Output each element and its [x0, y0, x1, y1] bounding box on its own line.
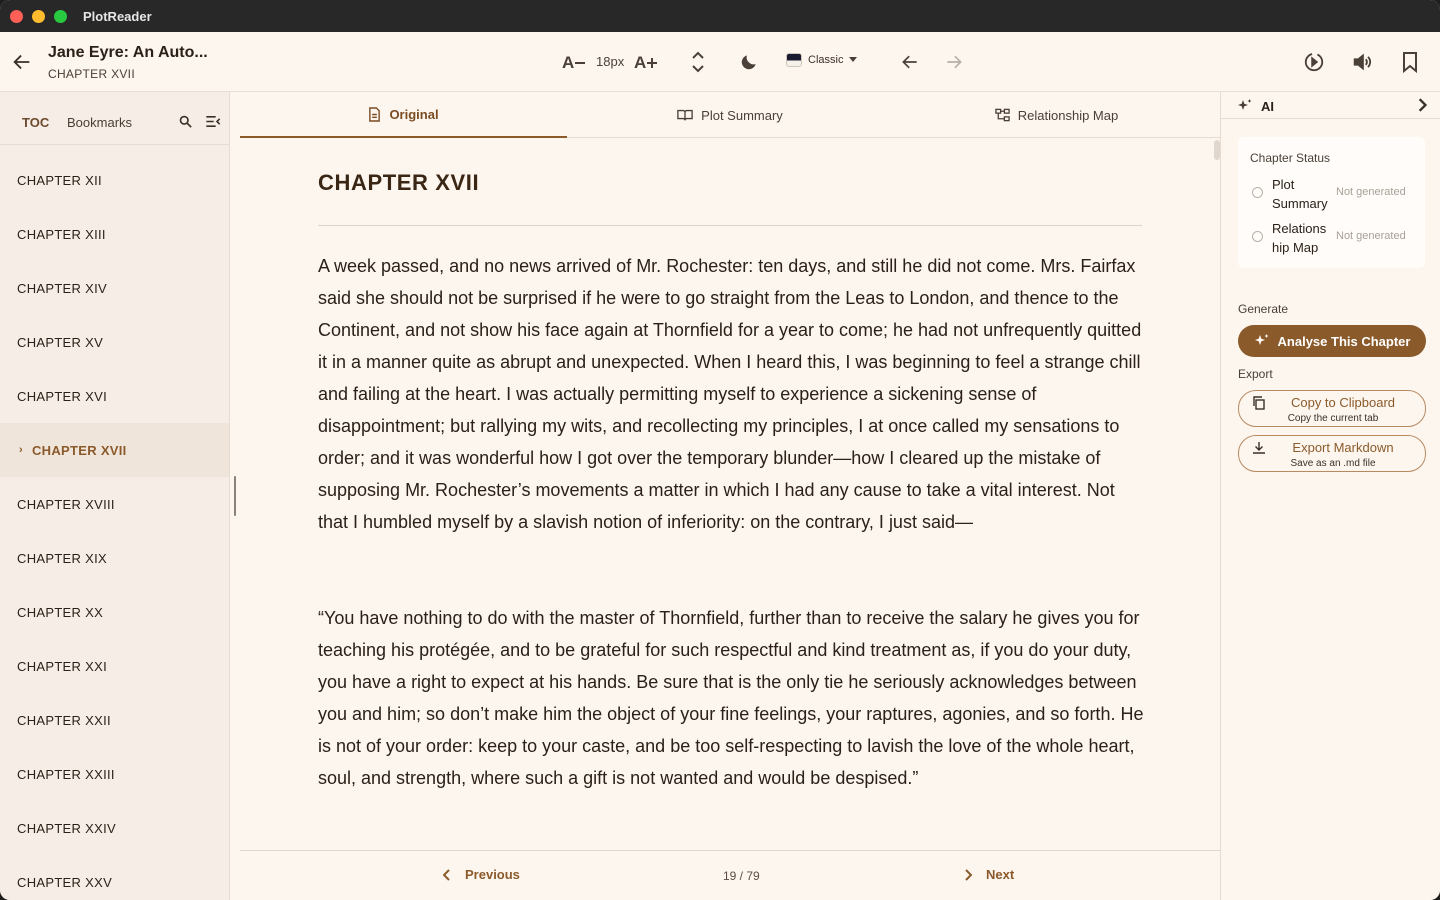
chapter-item[interactable] [0, 261, 229, 315]
book-open-icon [677, 108, 693, 122]
title-bar [0, 0, 1440, 32]
chapter-item-label: CHAPTER XXIII [17, 766, 115, 782]
export-section-label: Export [1238, 367, 1273, 381]
status-indicator [1252, 187, 1263, 198]
ai-panel-header [1221, 92, 1440, 119]
chapter-item-label: CHAPTER XIV [17, 280, 107, 296]
search-icon [178, 114, 193, 129]
svg-text:A: A [562, 53, 575, 72]
chapter-item[interactable] [0, 693, 229, 747]
app-title: PlotReader [83, 8, 152, 24]
caret-down-icon [849, 57, 857, 63]
arrow-right-icon [944, 52, 964, 72]
chevron-right-icon [964, 869, 972, 881]
status-indicator [1252, 231, 1263, 242]
tab-relationship-map-label: Relationship Map [1017, 107, 1119, 123]
chapter-pager [240, 850, 1220, 900]
tab-bookmarks[interactable]: Bookmarks [67, 115, 133, 130]
bookmark-icon [1401, 51, 1419, 73]
chapter-item-label: CHAPTER XX [17, 604, 104, 620]
chapter-status-card [1238, 137, 1425, 268]
book-title: Jane Eyre: An Auto... [48, 44, 208, 61]
analyse-button-label: Analyse This Chapter [1277, 333, 1411, 349]
theme-dropdown[interactable] [786, 53, 857, 67]
chapter-item[interactable] [0, 153, 229, 207]
chapter-item-label: CHAPTER XVII [31, 442, 127, 458]
reader-main [240, 92, 1220, 900]
network-icon [995, 108, 1010, 122]
current-chapter-label: CHAPTER XVII [48, 67, 135, 81]
document-icon [368, 107, 381, 122]
previous-chapter-button[interactable] [898, 50, 922, 74]
tab-plot-summary[interactable] [567, 92, 893, 138]
copy-button-hint: Copy the current tab [1287, 413, 1379, 424]
chapter-item[interactable] [0, 585, 229, 639]
minimize-window-button[interactable] [32, 10, 45, 23]
play-circle-icon [1303, 51, 1325, 73]
chapter-item-label: CHAPTER XVI [17, 388, 107, 404]
chapter-item[interactable] [0, 747, 229, 801]
status-name: Relations hip Map [1272, 221, 1327, 255]
chapter-item-label: CHAPTER XXII [17, 712, 111, 728]
chapter-item[interactable] [0, 801, 229, 855]
sparkles-icon [1254, 333, 1270, 349]
svg-text:A: A [634, 53, 647, 72]
next-label: Next [986, 867, 1015, 882]
export-markdown-button[interactable] [1238, 435, 1426, 472]
chapter-item[interactable] [0, 423, 229, 477]
arrow-left-icon [11, 51, 33, 73]
font-decrease-icon [561, 52, 587, 72]
decrease-font-button[interactable] [560, 49, 588, 75]
moon-icon [739, 52, 759, 72]
chapter-item[interactable] [0, 639, 229, 693]
chapter-paragraph: “You have nothing to do with the master of Thornfield, further than to receive the salary he gives you for teaching his protégée, and to be grateful for such respectful and kind treatment as, if you do your duty, you have a right to expect at his hands. Be sure that is the only tie he seriously acknowledges between you and him; so don’t make him the object of your fine feelings, your raptures, agonies, and so forth. He is not of your order: keep to your caste, and be too self-respecting to lavish the love of the whole heart, soul, and strength, where such a gift is not wanted and would be despised.” [318, 608, 1144, 788]
tab-toc[interactable]: TOC [22, 115, 50, 130]
content-tabs [240, 92, 1220, 138]
chapter-item[interactable] [0, 855, 229, 900]
status-value: Not generated [1336, 230, 1406, 242]
back-button[interactable] [10, 50, 34, 74]
chapter-item[interactable] [0, 207, 229, 261]
chapter-item-label: CHAPTER XVIII [17, 496, 115, 512]
copy-to-clipboard-button[interactable] [1238, 390, 1426, 427]
tab-plot-summary-label: Plot Summary [701, 107, 783, 123]
ai-panel-title: AI [1261, 99, 1274, 114]
tab-original[interactable] [240, 92, 567, 138]
export-markdown-hint: Save as an .md file [1290, 458, 1376, 469]
bookmark-button[interactable] [1398, 50, 1422, 74]
chapter-item-label: CHAPTER XIX [17, 550, 107, 566]
chapter-item-label: CHAPTER XII [17, 172, 102, 188]
next-chapter-button[interactable] [942, 50, 966, 74]
chapter-item[interactable] [0, 477, 229, 531]
chapter-item-label: CHAPTER XV [17, 334, 104, 350]
chapter-text-area[interactable] [240, 138, 1220, 850]
analyse-chapter-button[interactable] [1238, 325, 1426, 357]
read-aloud-button[interactable] [1350, 50, 1374, 74]
tab-relationship-map[interactable] [893, 92, 1220, 138]
chapter-item-label: CHAPTER XXIV [17, 820, 116, 836]
tab-original-label: Original [389, 106, 439, 122]
autoplay-button[interactable] [1302, 50, 1326, 74]
collapse-ai-panel-button[interactable] [1417, 98, 1427, 117]
ai-panel [1220, 92, 1440, 900]
status-name: Plot Summary [1272, 177, 1328, 211]
chapter-sidebar [0, 92, 230, 900]
next-page-button[interactable] [964, 867, 1014, 882]
previous-page-button[interactable] [443, 867, 520, 882]
chapter-heading: CHAPTER XVII [318, 170, 480, 195]
chevron-right-icon [1417, 98, 1427, 112]
theme-label: Classic [808, 54, 844, 66]
export-markdown-label: Export Markdown [1292, 440, 1394, 455]
chapter-list [0, 153, 229, 900]
collapse-sidebar-button[interactable] [205, 114, 221, 134]
generate-section-label: Generate [1238, 302, 1289, 316]
chevron-right-icon: › [19, 444, 23, 456]
zoom-window-button[interactable] [54, 10, 67, 23]
font-size-value: 18px [596, 54, 625, 69]
menu-collapse-icon [205, 114, 221, 129]
close-window-button[interactable] [10, 10, 23, 23]
increase-font-button[interactable] [632, 49, 660, 75]
copy-button-label: Copy to Clipboard [1290, 395, 1396, 410]
sidebar-resize-handle[interactable] [234, 476, 236, 516]
font-increase-icon [633, 52, 659, 72]
previous-label: Previous [465, 867, 520, 882]
chapter-item-label: CHAPTER XXI [17, 658, 107, 674]
page-indicator: 19 / 79 [723, 869, 760, 883]
line-height-icon [690, 51, 706, 73]
heading-divider [318, 225, 1142, 226]
chapter-item-label: CHAPTER XXV [17, 874, 113, 890]
dark-mode-toggle[interactable] [737, 50, 761, 74]
arrow-left-icon [900, 52, 920, 72]
chapter-paragraph: A week passed, and no news arrived of Mr. Rochester: ten days, and still he did not come. Mrs. Fairfax said she should not be surprised if he were to go straight from the Leas to London, and thence to the Continent, and not show his face again at Thornfield for a year to come; he had not unfrequently quitted it in a manner quite as abrupt and unexpected. When I heard this, I was beginning to feel a strange chill and failing at the heart. I was actually permitting myself to experience a sickening sense of disappointment; but rallying my wits, and recollecting my principles, I at once called my sensations to order; and it was wonderful how I got over the temporary blunder—how I cleared up the mistake of supposing Mr. Rochester’s movements a matter in which I had any cause to take a vital interest. Not that I humbled myself by a slavish notion of inferiority: on the contrary, I just said— [318, 256, 1142, 532]
chapter-status-title: Chapter Status [1250, 151, 1331, 165]
speaker-icon [1351, 51, 1373, 73]
chapter-item-label: CHAPTER XIII [17, 226, 106, 242]
chapter-item[interactable] [0, 315, 229, 369]
window-controls [10, 10, 67, 23]
reader-toolbar [0, 32, 1440, 92]
sparkles-icon [1237, 98, 1253, 114]
sidebar-tabs [0, 92, 229, 145]
chevron-left-icon [443, 869, 451, 881]
line-spacing-button[interactable] [686, 50, 710, 74]
theme-swatch [786, 53, 802, 67]
chapter-item[interactable] [0, 369, 229, 423]
status-value: Not generated [1336, 186, 1406, 198]
search-chapters-button[interactable] [178, 114, 193, 134]
chapter-item[interactable] [0, 531, 229, 585]
